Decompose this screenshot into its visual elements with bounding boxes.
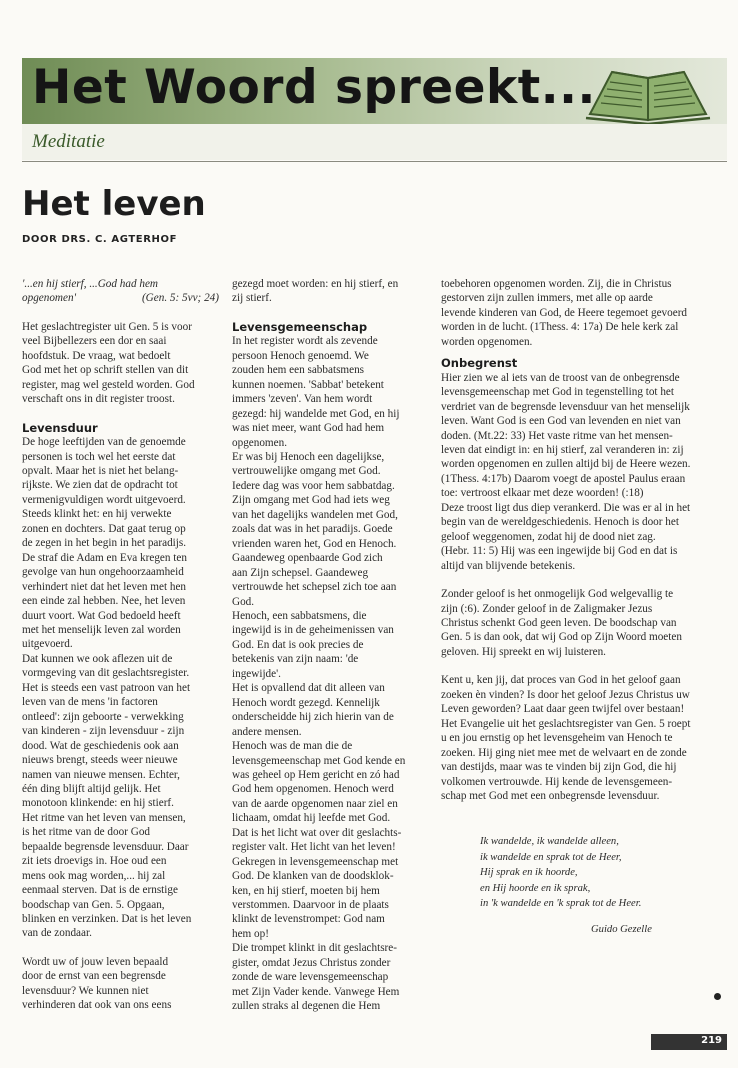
column-2 (232, 277, 428, 1014)
category-label: Meditatie (32, 131, 105, 152)
levensgemeenschap-paragraph: In het register wordt als zevende persoon Henoch genoemd. We zouden hem een sabbatsmens kunnen noemen. 'Sabbat' betekent immers 'zeven'. Van hem wordt gezegd: hij wandelde met God, en hij was niet meer, want God had hem opgenomen. Er was bij Henoch een dagelijkse, vertrouwelijke omgang met God. Iedere dag was voor hem sabbatdag. Zijn omgang met God had iets weg van het dagelijks wandelen met God, zoals dat was in het paradijs. Goede vrienden waren het, God en Henoch. Gaandeweg openbaarde God zich aan Zijn schepsel. Gaandeweg vertrouwde het schepsel zich toe aan God. Henoch, een sabbatsmens, die ingewijd is in de geheimenissen van God. En dat is ook precies de betekenis van zijn naam: 'de ingewijde'. Het is opvallend dat dit alleen van Henoch wordt gezegd. Kennelijk onderscheidde hij zich hierin van de andere mensen. Henoch was de man die de levensgemeenschap met God kende en was geheel op Hem gericht en zó had God hem opgenomen. Henoch werd van de aarde opgenomen naar ziel en lichaam, omdat hij leefde met God. Dat is het licht wat over dit geslachts- register valt. Het licht van het leven! Gekregen in levensgemeenschap met God. De klanken van de doodsklok- ken, en hij stierf, moeten bij hem verstommen. Daarvoor in de plaats klinkt de levenstrompet: God nam hem op! Die trompet klinkt in dit geslachtsre- gister, omdat Jezus Christus zonder zonde de ware levensgemeenschap met Zijn Vader kende. Vanwege Hem zullen straks al degenen die Hem (232, 335, 406, 1013)
byline (22, 234, 177, 245)
divider (22, 161, 727, 162)
heading-onbegrenst: Onbegrenst (441, 356, 518, 371)
heading-levensgemeenschap: Levensgemeenschap (232, 319, 368, 334)
onbegrenst-paragraph: Hier zien we al iets van de troost van de onbegrensde levensgemeenschap met God in tegenstelling tot het verdriet van de begrensde levensduur van het menselijk leven. Want God is een God van levenden en niet van doden. (Mt.22: 33) Het vaste ritme van het mensen- leven dat eindigt in: en hij stierf, zal veranderen in: zij worden opgenomen en zullen altijd bij de Heere wezen. (1Thess. 4:17b) Daarom voegt de apostel Paulus eraan toe: vertroost elkaar met deze woorden! (:18) Deze troost ligt dus diep verankerd. Die was er al in het begin van de wereldgeschiedenis. Henoch is door het geloof weggenomen, zodat hij de dood niet zag. (Hebr. 11: 5) Hij was een ingewijde bij God en dat is altijd van blijvende betekenis. (441, 371, 691, 572)
opening-lines: gezegd moet worden: en hij stierf, en zij stierf. (232, 278, 399, 305)
byline-author: C. AGTERHOF (94, 234, 178, 245)
byline-prefix: DOOR DRS. (22, 234, 91, 245)
scripture-quote: '...en hij stierf, ...God had hem (22, 278, 159, 290)
levensduur-paragraph: De hoge leeftijden van de genoemde personen is toch wel het eerste dat opvalt. Maar het is niet het belang- rijkste. We zien dat de opdracht tot vermenigvuldigen wordt uitgevoerd. Steeds klinkt het: en hij verwekte zonen en dochters. Dat gaat terug op de zegen in het begin in het paradijs. De straf die Adam en Eva kregen ten gevolge van hun ongehoorzaamheid verhindert niet dat het leven met hen een einde zal hebben. Nee, het leven duurt voort. Wat God bedoeld heeft met het menselijk leven zal worden uitgevoerd. Dat kunnen we ook aflezen uit de vormgeving van dit geslachtsregister. Het is steeds een vast patroon van het leven van de mens 'in factoren ontleed': zijn geboorte - verwekking van kinderen - zijn levensduur - zijn dood. Wat de geschiedenis ook aan nieuws brengt, steeds weer nieuwe namen van nieuwe mensen. Echter, één ding blijft altijd gelijk. Het monotoon klinkende: en hij stierf. Het ritme van het leven van mensen, is het ritme van de door God bepaalde begrensde levensduur. Daar zit iets droevigs in. Hoe oud een mens ook mag worden,... hij zal eenmaal sterven. Dat is de ernstige boodschap van Gen. 5. Opgaan, blinken en verzinken. Dat is het leven van de zondaar. (22, 436, 192, 940)
closing-paragraph: Wordt uw of jouw leven bepaald door de ernst van een begrensde levensduur? We kunnen niet verhinderen dat ook van ons eens (22, 955, 172, 1012)
poem-author: Guido Gezelle (591, 924, 652, 935)
appeal-paragraph: Kent u, ken jij, dat proces van God in het geloof gaan zoeken èn vinden? Is door het geloof Jezus Christus uw Leven geworden? Laat daar geen twijfel over bestaan! Het Evangelie uit het geslachtsregister van Gen. 5 roept u en jou ernstig op het levensgeheim van Henoch te zoeken. Hij ging niet mee met de welvaart en de zonde van destijds, maar was te vinden bij zijn God, die hij volkomen vertrouwde. Hij kende de levensgemeen- schap met God met een onbegrensde levensduur. (441, 674, 691, 802)
scripture-reference: (Gen. 5: 5vv; 24) (141, 292, 219, 305)
poem: Ik wandelde, ik wandelde alleen, ik wandelde en sprak tot de Heer, Hij sprak en ik hoorde, en Hij hoorde en ik sprak, in 'k wandelde en 'k sprak tot de Heer. (480, 836, 642, 909)
scripture-ref-line (22, 291, 219, 305)
opening-paragraph: toebehoren opgenomen worden. Zij, die in Christus gestorven zijn zullen immers, met alle op aarde levende kinderen van God, de Heere tegemoet gevoerd worden in de lucht. (1Thess. 4: 17a) De hele kerk zal worden opgenomen. (441, 278, 688, 348)
open-book-icon (582, 62, 714, 126)
quote-continued: opgenomen' (22, 292, 76, 305)
heading-levensduur: Levensduur (22, 420, 98, 435)
page-number: 219 (701, 1035, 722, 1046)
column-1 (22, 277, 219, 1013)
section-title: Het Woord spreekt... (32, 60, 596, 115)
article-title: Het leven (22, 184, 206, 224)
column-3 (441, 277, 721, 803)
geloof-paragraph: Zonder geloof is het onmogelijk God welgevallig te zijn (:6). Zonder geloof in de Zaligmaker Jezus Christus schenkt God geen leven. De boodschap van Gen. 5 is dan ook, dat wij God op Zijn Woord moeten geloven. Hij spreekt en wij luisteren. (441, 588, 682, 658)
end-mark-icon (714, 993, 721, 1000)
intro-paragraph: Het geslachtregister uit Gen. 5 is voor veel Bijbellezers een dor en saai hoofdstuk. De vraag, wat bedoelt God met het op schrift stellen van dit register, mag wel gesteld worden. God verschaft ons in dit register troost. (22, 320, 195, 406)
subtitle-band (22, 124, 727, 160)
